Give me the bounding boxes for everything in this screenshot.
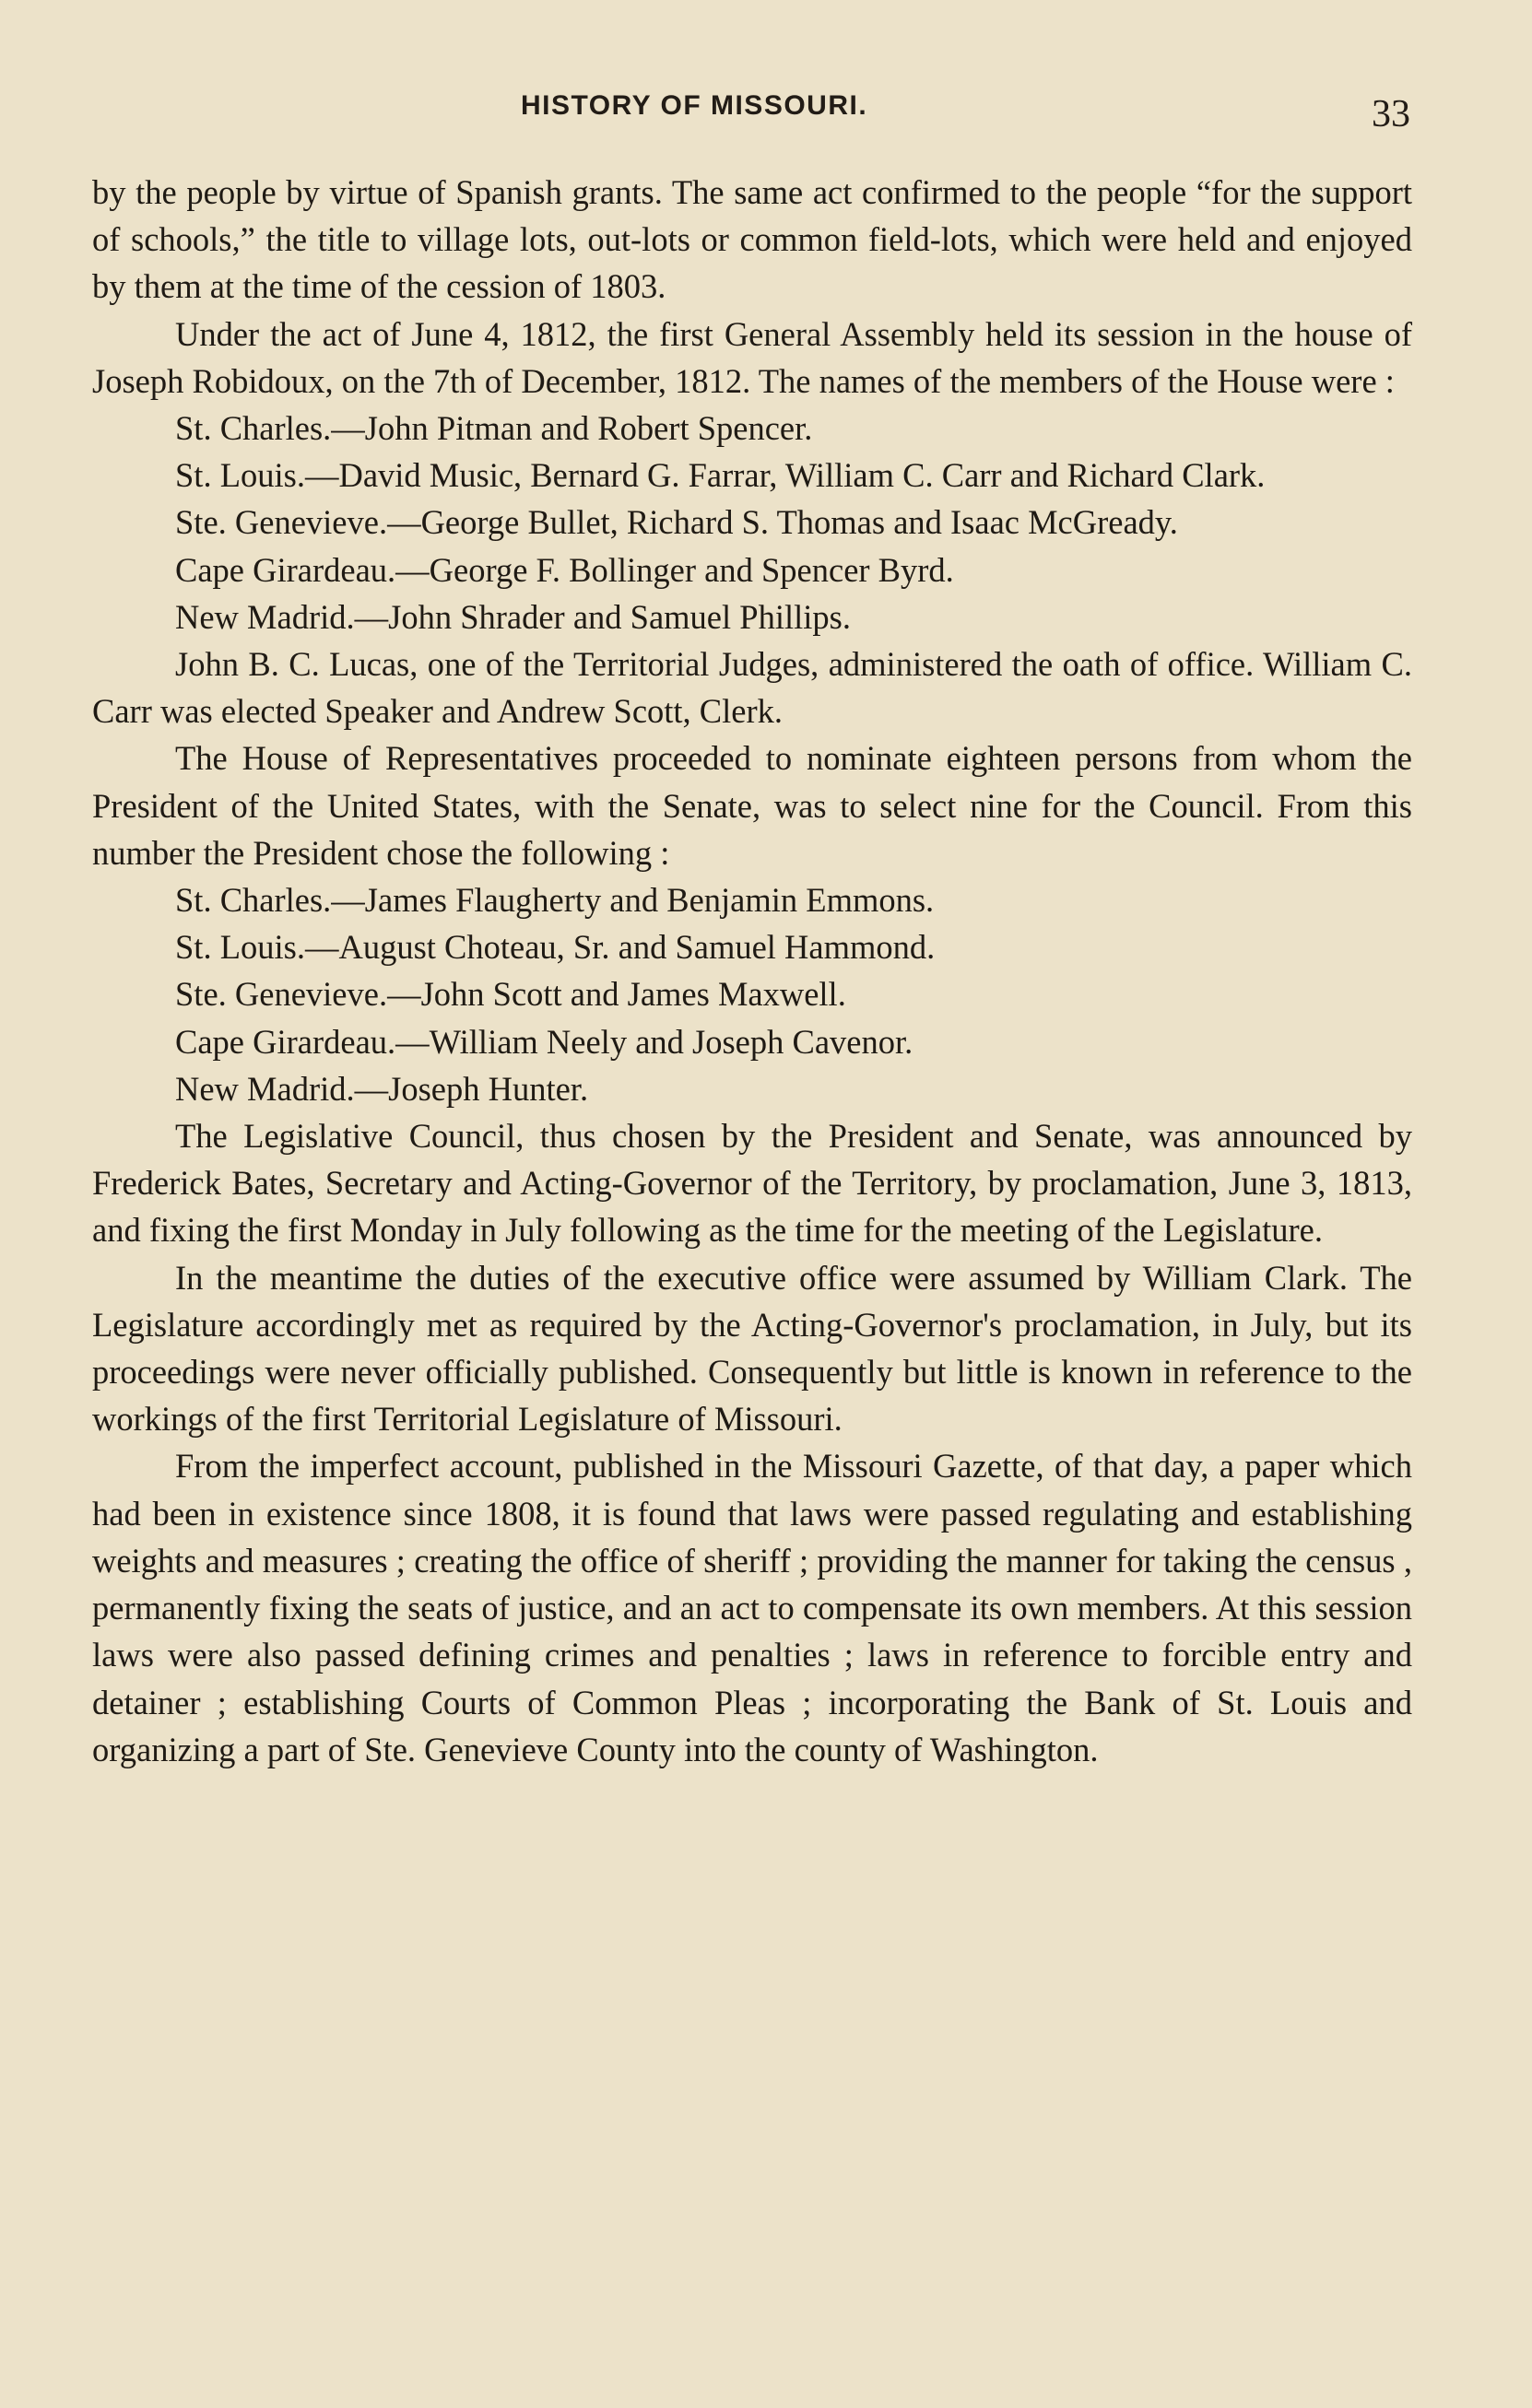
council-member-entry: Cape Girardeau.—William Neely and Joseph Cavenor. [175, 1022, 913, 1061]
council-member-entry: St. Charles.—James Flaugherty and Benjamin Emmons. [175, 881, 935, 920]
council-member-entry: St. Louis.—August Choteau, Sr. and Samuel Hammond. [175, 928, 936, 967]
paragraph: In the meantime the duties of the executive office were assumed by William Clark. The Legislature accordingly met as required by the Acting-Governor's proclamation, in July, but its proceedings were never officially published. Consequently but little is known in reference to the workings of the first Territorial Legislature of Missouri. [92, 1258, 1412, 1439]
house-member-entry: St. Louis.—David Music, Bernard G. Farrar, William C. Carr and Richard Clark. [175, 456, 1266, 495]
body-text [92, 169, 1412, 1773]
page-number: 33 [1372, 93, 1410, 135]
house-member-entry: Ste. Genevieve.—George Bullet, Richard S. Thomas and Isaac McGready. [175, 503, 1178, 542]
paragraph: The Legislative Council, thus chosen by the President and Senate, was announced by Frederick Bates, Secretary and Acting-Governor of the Territory, by proclamation, June 3, 1813, and fixing the first Monday in July following as the time for the meeting of the Legislature. [92, 1117, 1412, 1250]
running-head: HISTORY OF MISSOURI. [521, 90, 868, 121]
paragraph: Under the act of June 4, 1812, the first General Assembly held its session in the house of Joseph Robidoux, on the 7th of December, 1812. The names of the members of the House were : [92, 314, 1412, 400]
paragraph: From the imperfect account, published in the Missouri Gazette, of that day, a paper which had been in existence since 1808, it is found that laws were passed regulating and establishing weights and measures ; creating the office of sheriff ; providing the manner for taking the census , permanently fixing the seats of justice, and an act to compensate its own members. At this session laws were also passed defining crimes and penalties ; laws in reference to forcible entry and detainer ; establishing Courts of Common Pleas ; incorporating the Bank of St. Louis and organizing a part of Ste. Genevieve County into the county of Washington. [92, 1447, 1412, 1768]
paragraph: The House of Representatives proceeded to nominate eighteen persons from whom the President of the United States, with the Senate, was to select nine for the Council. From this number the President chose the following : [92, 739, 1412, 872]
paragraph: by the people by virtue of Spanish grants. The same act confirmed to the people “for the support of schools,” the title to village lots, out-lots or common field-lots, which were held and enjoyed by them at the time of the cession of 1803. [92, 173, 1412, 306]
house-member-entry: St. Charles.—John Pitman and Robert Spencer. [175, 409, 813, 448]
paragraph: John B. C. Lucas, one of the Territorial Judges, administered the oath of office. William C. Carr was elected Speaker and Andrew Scott, Clerk. [92, 645, 1412, 731]
council-member-entry: Ste. Genevieve.—John Scott and James Maxwell. [175, 975, 846, 1014]
council-member-entry: New Madrid.—Joseph Hunter. [175, 1069, 589, 1108]
house-member-entry: Cape Girardeau.—George F. Bollinger and Spencer Byrd. [175, 550, 954, 589]
house-member-entry: New Madrid.—John Shrader and Samuel Phillips. [175, 597, 851, 636]
